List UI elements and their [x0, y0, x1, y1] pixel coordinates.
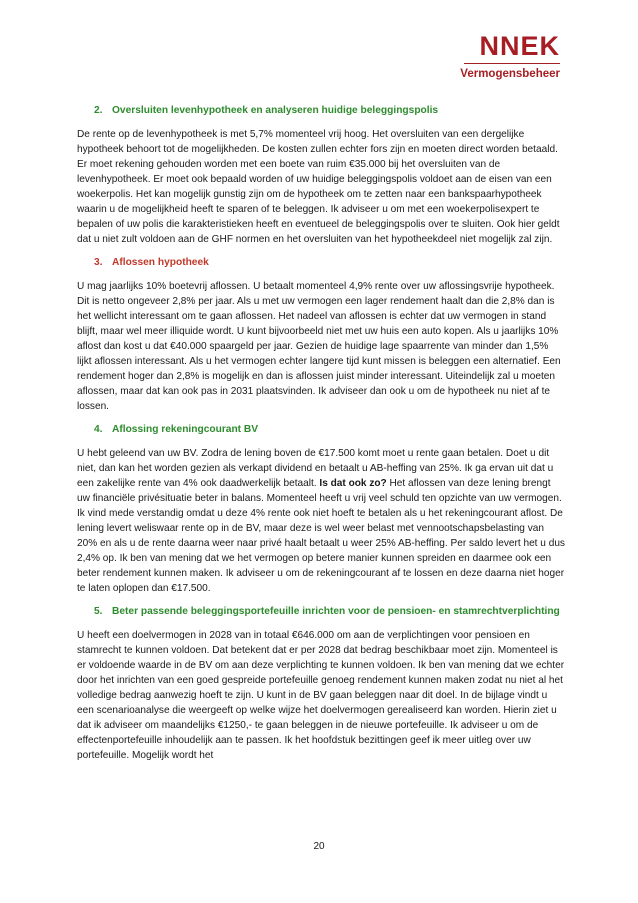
- logo-divider: [464, 63, 560, 64]
- section-paragraph-5: U heeft een doelvermogen in 2028 van in totaal €646.000 om aan de verplichtingen voor pensioen en stamrecht te kunnen voldoen. Dat betekent dat er per 2028 dat bedrag beschikbaar moet zijn. Momenteel is er voldoende waarde in de BV om aan deze verplichting te kunnen voldoen. Ik ben van mening dat we echter door het inrichten van een goed gespreide portefeuille genoeg rendement kunnen maken zodat nu niet al het volledige bedrag aanwezig hoeft te zijn. U kunt in de BV gaan beleggen naar dit doel. In de bijlage vindt u een scenarioanalyse die weergeeft op welke wijze het doelvermogen gerealiseerd kan worden. Hierin ziet u dat ik adviseer om maandelijks €1250,- te gaan beleggen in de nieuwe portefeuille. Ik adviseer u om de effectenportefeuille inhoudelijk aan te passen. Ik het hoofdstuk bezittingen geef ik meer uitleg over uw portefeuille. Mogelijk wordt het: [77, 630, 565, 761]
- company-logo: [460, 32, 560, 81]
- section-heading-5: [77, 605, 565, 618]
- section-paragraph-2: De rente op de levenhypotheek is met 5,7% momenteel vrij hoog. Het oversluiten van een dergelijke hypotheek behoort tot de mogelijkheden. De kosten zullen echter fors zijn en moeten direct worden betaald. Er moet rekening gehouden worden met een boete van ruim €35.000 bij het oversluiten van de levenhypotheek. Er moet ook bepaald worden of uw huidige beleggingspolis voldoet aan de eisen van een woekerpolis. Het kan mogelijk gunstig zijn om de hypotheek om te zetten naar een bankspaarhypotheek waarin u de mogelijkheid heeft te sparen of te beleggen. Ik adviseer u om met een woekerpolisexpert te bepalen of uw polis die karakteristieken heeft en eventueel de beleggingspolis over te sluiten. Ook hier geldt dat u niet zult voldoen aan de GHF normen en het oversluiten van het hypotheekdeel niet mogelijk zal zijn.: [77, 129, 560, 245]
- section-title: Oversluiten levenhypotheek en analyseren huidige beleggingspolis: [112, 105, 439, 116]
- logo-subtitle: Vermogensbeheer: [460, 68, 560, 80]
- section-number: 3.: [94, 257, 103, 268]
- section-number: 4.: [94, 424, 103, 435]
- section-paragraph-4: [77, 446, 565, 596]
- paragraph-text-bold: Is dat ook zo?: [319, 478, 387, 489]
- section-number: 2.: [94, 105, 103, 116]
- section-paragraph-3: U mag jaarlijks 10% boetevrij aflossen. U betaalt momenteel 4,9% rente over uw aflossingsvrije hypotheek. Dit is netto ongeveer 2,8% per jaar. Als u met uw vermogen een lager rendement haalt dan die 2,8% dan is het wellicht interessant om te gaan aflossen. Het nadeel van aflossen is echter dat uw vermogen in stand blijft, maar wel meer illiquide wordt. U kunt bijvoorbeeld niet met uw huis een auto kopen. Als u jaarlijks 10% aflost dan kost u dat €40.000 spaargeld per jaar. Gezien de huidige lage spaarrente van minder dan 1,5% lijkt aflossen interessant. Als u het vermogen echter langere tijd kunt missen is beleggen een alternatief. Een rendement hoger dan 2,8% is mogelijk en dan is aflossen juist minder interessant. Uiteindelijk zal u moeten aflossen, maar dat kan ook pas in 2031 plaatsvinden. Ik adviseer dan ook u om de hypotheek nu niet af te lossen.: [77, 281, 561, 412]
- section-heading-4: [77, 423, 565, 436]
- paragraph-text-post: Het aflossen van deze lening brengt uw financiële privésituatie beter in balans. Momenteel heeft u vrij veel schuld ten opzichte van uw vermogen. Ik vind mede verstandig omdat u deze 4% rente ook niet hoeft te betalen als u het rekeningcourant aflost. De lening levert weliswaar rente op in de BV, maar deze is wel weer belast met vennootschapsbelasting van 20% en als u de rente daarna weer naar privé haalt betaalt u weer 25% AB-heffing. Per saldo levert het u dus 2,4% op. Ik ben van mening dat we het vermogen op betere manier kunnen spreiden en daarmee ook een beter rendement kunnen maken. Ik adviseer u om de rekeningcourant af te lossen en deze daarna niet hoger te laten oplopen dan €17.500.: [77, 478, 565, 594]
- section-title: Aflossen hypotheek: [112, 257, 209, 268]
- section-heading-3: [77, 256, 565, 269]
- section-heading-2: [77, 104, 565, 117]
- page-number: 20: [313, 841, 325, 852]
- section-title: Beter passende beleggingsportefeuille inrichten voor de pensioen- en stamrechtverplichting: [112, 606, 560, 617]
- logo-name: NNEK: [479, 31, 560, 61]
- document-body: [77, 104, 565, 772]
- section-title: Aflossing rekeningcourant BV: [112, 424, 259, 435]
- paragraph-text-pre: U hebt geleend van uw BV. Zodra de lening boven de €17.500 komt moet u rente gaan betalen. Doet u dit niet, dan kan het worden gezien als verkapt dividend en betaalt u AB-heffing van 25%. Ik ga ervan uit dat u een zakelijke rente van 4% ook daadwerkelijk betaalt.: [77, 448, 554, 489]
- section-number: 5.: [94, 606, 103, 617]
